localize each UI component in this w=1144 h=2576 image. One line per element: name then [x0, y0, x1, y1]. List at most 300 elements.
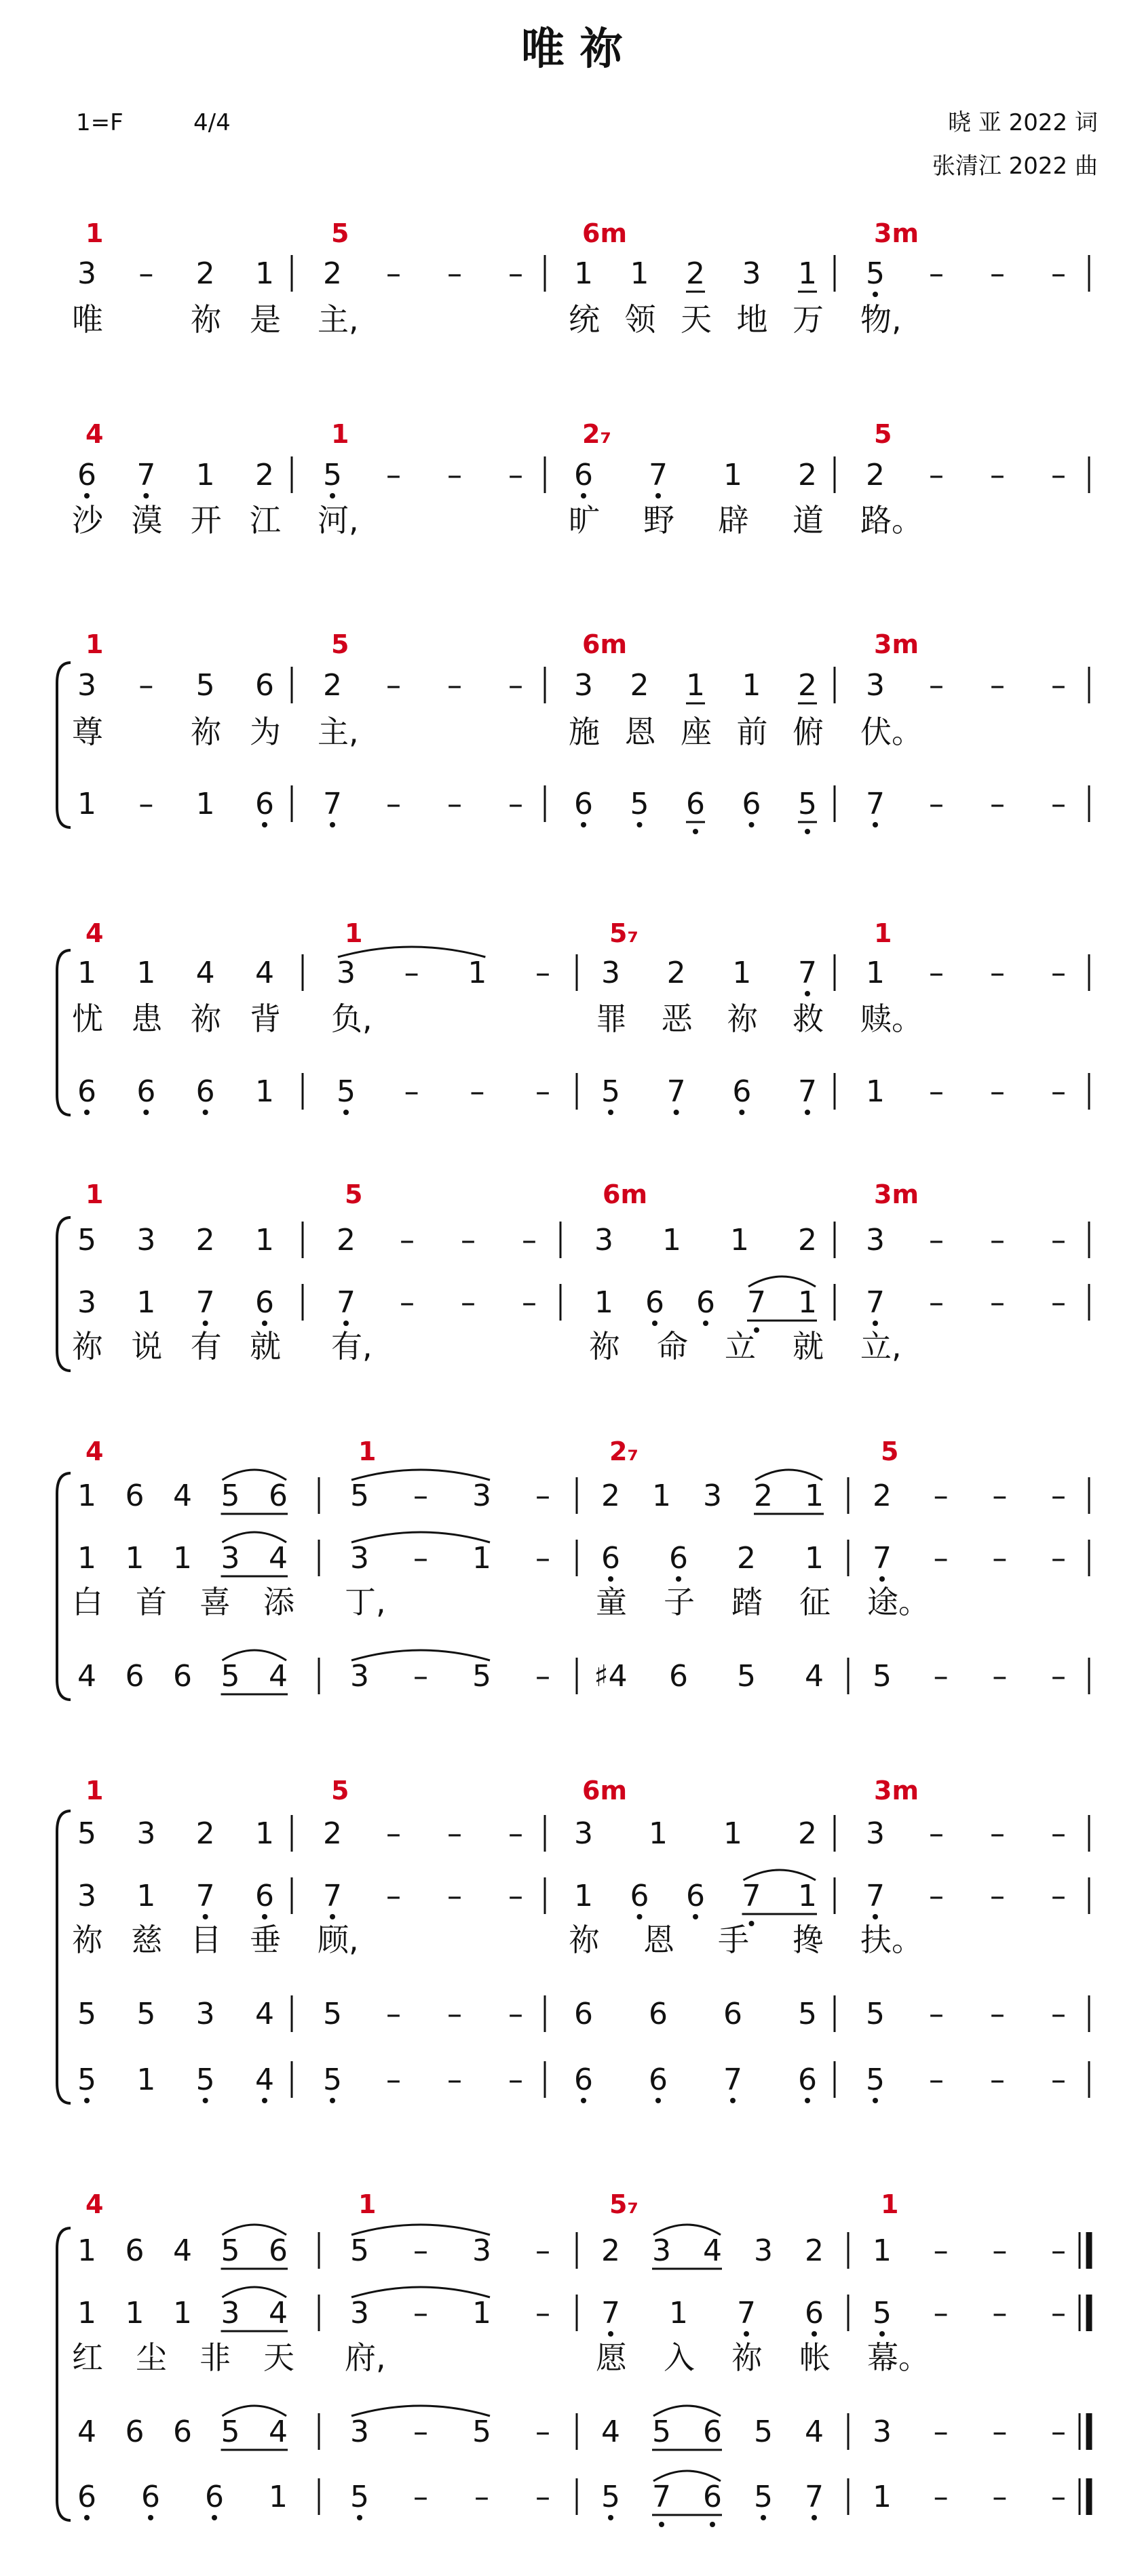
octave-dot-below — [581, 493, 586, 499]
extension-dash: – — [929, 1879, 944, 1913]
note-numeral: 3 — [472, 2233, 491, 2268]
chord-symbol: 5₇ — [609, 918, 639, 948]
lyric-syllable: 红 — [72, 2339, 103, 2376]
note-numeral: 7 — [798, 956, 817, 990]
octave-dot-below — [676, 1576, 681, 1582]
chord-symbol: 2₇ — [582, 419, 612, 449]
note-numeral: 4 — [269, 1541, 288, 1576]
note-numeral: 3 — [866, 1223, 885, 1257]
note-numeral: 7 — [666, 1074, 686, 1109]
extension-dash: – — [990, 2063, 1005, 2097]
note-numeral: 3 — [77, 1879, 96, 1913]
extension-dash: – — [535, 1074, 550, 1109]
octave-dot-below — [212, 2515, 217, 2520]
chord-symbol: 1 — [358, 2189, 377, 2219]
note-numeral: 6 — [703, 2480, 722, 2514]
lyric-syllable: 帐 — [799, 2339, 831, 2376]
octave-dot-below — [655, 493, 661, 499]
octave-dot-below — [637, 1914, 643, 1919]
note-numeral: 2 — [866, 458, 885, 492]
note-numeral: 2 — [323, 256, 342, 291]
note-numeral: 2 — [873, 1479, 892, 1513]
octave-dot-below — [703, 1321, 708, 1326]
note-numeral: 2 — [195, 256, 215, 291]
extension-dash: – — [933, 1659, 949, 1694]
note-numeral: 6 — [136, 1074, 156, 1109]
extension-dash: – — [447, 787, 462, 821]
lyric-syllable: 手 — [718, 1921, 749, 1958]
extension-dash: – — [447, 256, 462, 291]
chord-symbol: 6m — [603, 1179, 648, 1209]
extension-dash: – — [413, 2233, 428, 2268]
extension-dash: – — [1051, 956, 1066, 990]
octave-dot-below — [84, 493, 90, 499]
lyric-syllable: 尊 — [72, 714, 103, 750]
octave-dot-below — [674, 1110, 679, 1115]
extension-dash: – — [447, 1879, 462, 1913]
note-numeral: 5 — [472, 1659, 491, 1694]
extension-dash: – — [992, 2480, 1008, 2514]
note-numeral: 6 — [574, 787, 593, 821]
note-numeral: 1 — [255, 1816, 274, 1851]
note-numeral: 7 — [649, 458, 668, 492]
lyric-syllable: 河, — [318, 502, 359, 539]
note-numeral: 5 — [77, 1223, 96, 1257]
note-numeral: 5 — [866, 1997, 885, 2031]
lyric-syllable: 入 — [664, 2339, 695, 2376]
octave-dot-below — [143, 493, 149, 499]
note-numeral: 6 — [574, 458, 593, 492]
note-numeral: 6 — [173, 2415, 192, 2449]
note-numeral: 5 — [337, 1074, 356, 1109]
note-numeral: 7 — [323, 1879, 342, 1913]
lyric-syllable: 征 — [799, 1584, 831, 1620]
lyric-syllable: 恩 — [643, 1921, 674, 1958]
octave-dot-below — [873, 1914, 878, 1919]
octave-dot-below — [148, 2515, 153, 2520]
octave-dot-below — [143, 1110, 149, 1115]
note-numeral: 2 — [601, 1479, 620, 1513]
extension-dash: – — [413, 2415, 428, 2449]
note-numeral: 5 — [221, 1659, 240, 1694]
chord-symbol: 1 — [345, 918, 363, 948]
lyric-syllable: 是 — [250, 301, 281, 338]
note-numeral: 6 — [645, 1285, 664, 1320]
extension-dash: – — [1051, 1074, 1066, 1109]
lyric-syllable: 祢 — [589, 1328, 620, 1365]
note-numeral: 7 — [742, 1879, 761, 1913]
extension-dash: – — [508, 1816, 523, 1851]
lyric-syllable: 祢 — [72, 1328, 103, 1365]
chord-symbol: 5 — [331, 1776, 349, 1806]
lyricist-credit: 晓 亚 2022 词 — [948, 109, 1098, 136]
lyric-syllable: 统 — [569, 301, 600, 338]
extension-dash: – — [929, 1816, 944, 1851]
note-numeral: 4 — [173, 2233, 192, 2268]
note-numeral: 6 — [723, 1997, 742, 2031]
chord-symbol: 6m — [582, 1776, 628, 1806]
octave-dot-below — [805, 1110, 810, 1115]
note-numeral: 6 — [669, 1659, 688, 1694]
note-numeral: 6 — [696, 1285, 715, 1320]
lyric-syllable: 府, — [345, 2339, 386, 2376]
extension-dash: – — [929, 256, 944, 291]
extension-dash: – — [933, 1479, 949, 1513]
octave-dot-below — [637, 822, 643, 827]
note-numeral: 5 — [195, 2063, 215, 2097]
note-numeral: 3 — [472, 1479, 491, 1513]
note-numeral: 6 — [255, 668, 274, 703]
extension-dash: – — [990, 1997, 1005, 2031]
extension-dash: – — [447, 1816, 462, 1851]
extension-dash: – — [413, 2480, 428, 2514]
octave-dot-below — [873, 822, 878, 827]
note-numeral: 2 — [798, 668, 817, 703]
extension-dash: – — [1051, 1659, 1066, 1694]
note-numeral: 1 — [195, 787, 215, 821]
chord-symbol: 6m — [582, 629, 628, 659]
note-numeral: 1 — [125, 1541, 145, 1576]
extension-dash: – — [992, 1479, 1008, 1513]
song-title: 唯 祢 — [520, 24, 624, 75]
octave-dot-below — [84, 1110, 90, 1115]
chord-symbol: 4 — [85, 2189, 104, 2219]
octave-dot-below — [608, 2515, 613, 2520]
note-numeral: 1 — [77, 1479, 96, 1513]
note-numeral: 7 — [601, 2296, 620, 2330]
extension-dash: – — [470, 1074, 485, 1109]
chord-symbol: 4 — [85, 1437, 104, 1466]
note-numeral: 1 — [730, 1223, 749, 1257]
note-numeral: ♯4 — [594, 1659, 628, 1694]
extension-dash: – — [929, 1074, 944, 1109]
chord-symbol: 1 — [85, 218, 104, 248]
extension-dash: – — [929, 458, 944, 492]
note-numeral: 1 — [723, 458, 742, 492]
note-numeral: 7 — [195, 1879, 215, 1913]
octave-dot-below — [739, 1110, 744, 1115]
octave-dot-below — [262, 1321, 267, 1326]
chord-symbol: 5 — [345, 1179, 363, 1209]
chord-symbol: 3m — [874, 629, 919, 659]
note-numeral: 1 — [77, 2296, 96, 2330]
note-numeral: 5 — [737, 1659, 756, 1694]
octave-dot-below — [812, 2331, 817, 2337]
lyric-syllable: 扶。 — [860, 1921, 923, 1958]
note-numeral: 5 — [350, 1479, 369, 1513]
chord-symbol: 5 — [331, 629, 349, 659]
note-numeral: 4 — [805, 2415, 824, 2449]
note-numeral: 1 — [77, 1541, 96, 1576]
note-numeral: 2 — [805, 2233, 824, 2268]
note-numeral: 3 — [195, 1997, 215, 2031]
note-numeral: 2 — [666, 956, 686, 990]
note-numeral: 7 — [723, 2063, 742, 2097]
note-numeral: 7 — [737, 2296, 756, 2330]
extension-dash: – — [929, 956, 944, 990]
extension-dash: – — [535, 1659, 550, 1694]
chord-symbol: 1 — [358, 1437, 377, 1466]
extension-dash: – — [1051, 2063, 1066, 2097]
note-numeral: 5 — [866, 256, 885, 291]
note-numeral: 5 — [601, 2480, 620, 2514]
chord-symbol: 2₇ — [609, 1437, 639, 1466]
note-numeral: 2 — [323, 1816, 342, 1851]
note-numeral: 1 — [798, 1879, 817, 1913]
extension-dash: – — [474, 2480, 489, 2514]
note-numeral: 6 — [255, 1285, 274, 1320]
note-numeral: 1 — [77, 787, 96, 821]
lyric-syllable: 万 — [793, 301, 824, 338]
chord-symbol: 4 — [85, 419, 104, 449]
note-numeral: 6 — [125, 2415, 145, 2449]
note-numeral: 3 — [77, 256, 96, 291]
note-numeral: 7 — [652, 2480, 671, 2514]
note-numeral: 1 — [255, 256, 274, 291]
lyric-syllable: 江 — [250, 502, 281, 539]
extension-dash: – — [1051, 1223, 1066, 1257]
extension-dash: – — [535, 2233, 550, 2268]
extension-dash: – — [447, 668, 462, 703]
note-numeral: 6 — [574, 2063, 593, 2097]
lyric-syllable: 背 — [250, 1000, 281, 1037]
note-numeral: 4 — [195, 956, 215, 990]
extension-dash: – — [447, 2063, 462, 2097]
lyric-syllable: 座 — [681, 714, 712, 750]
note-numeral: 4 — [805, 1659, 824, 1694]
note-numeral: 1 — [125, 2296, 145, 2330]
note-numeral: 1 — [649, 1816, 668, 1851]
extension-dash: – — [535, 2296, 550, 2330]
note-numeral: 5 — [798, 1997, 817, 2031]
lyric-syllable: 漠 — [131, 502, 163, 539]
note-numeral: 4 — [269, 1659, 288, 1694]
note-numeral: 2 — [798, 458, 817, 492]
extension-dash: – — [1051, 2480, 1066, 2514]
note-numeral: 1 — [866, 1074, 885, 1109]
lyric-syllable: 患 — [131, 1000, 163, 1037]
note-numeral: 7 — [805, 2480, 824, 2514]
note-numeral: 1 — [77, 2233, 96, 2268]
octave-dot-below — [655, 2098, 661, 2103]
extension-dash: – — [386, 256, 401, 291]
note-numeral: 6 — [269, 2233, 288, 2268]
lyric-syllable: 负, — [331, 1000, 373, 1037]
note-numeral: 5 — [221, 1479, 240, 1513]
lyric-syllable: 尘 — [136, 2339, 167, 2376]
lyric-syllable: 天 — [263, 2339, 294, 2376]
note-numeral: 3 — [574, 1816, 593, 1851]
octave-dot-below — [343, 1321, 349, 1326]
lyric-syllable: 沙 — [72, 502, 103, 539]
extension-dash: – — [1051, 458, 1066, 492]
lyric-syllable: 领 — [624, 301, 656, 338]
note-numeral: 5 — [323, 1997, 342, 2031]
extension-dash: – — [929, 1285, 944, 1320]
note-numeral: 2 — [195, 1816, 215, 1851]
note-numeral: 3 — [601, 956, 620, 990]
note-numeral: 6 — [173, 1659, 192, 1694]
extension-dash: – — [404, 956, 419, 990]
extension-dash: – — [933, 2415, 949, 2449]
note-numeral: 1 — [630, 256, 649, 291]
note-numeral: 6 — [77, 458, 96, 492]
note-numeral: 6 — [125, 1479, 145, 1513]
chord-symbol: 3m — [874, 1179, 919, 1209]
note-numeral: 5 — [873, 1659, 892, 1694]
note-numeral: 3 — [652, 2233, 671, 2268]
note-numeral: 1 — [468, 956, 487, 990]
time-signature: 4/4 — [193, 109, 231, 136]
extension-dash: – — [400, 1223, 415, 1257]
note-numeral: 6 — [669, 1541, 688, 1576]
extension-dash: – — [138, 668, 154, 703]
extension-dash: – — [1051, 2233, 1066, 2268]
octave-dot-below — [262, 2098, 267, 2103]
extension-dash: – — [990, 1223, 1005, 1257]
octave-dot-below — [262, 822, 267, 827]
note-numeral: 3 — [742, 256, 761, 291]
chord-symbol: 3m — [874, 1776, 919, 1806]
chord-symbol: 4 — [85, 918, 104, 948]
extension-dash: – — [929, 787, 944, 821]
extension-dash: – — [535, 1541, 550, 1576]
chord-symbol: 1 — [881, 2189, 899, 2219]
note-numeral: 1 — [594, 1285, 613, 1320]
extension-dash: – — [1051, 1479, 1066, 1513]
key-signature: 1=F — [76, 109, 123, 136]
note-numeral: 1 — [255, 1074, 274, 1109]
extension-dash: – — [1051, 1879, 1066, 1913]
extension-dash: – — [413, 1479, 428, 1513]
note-numeral: 5 — [601, 1074, 620, 1109]
extension-dash: – — [933, 2480, 949, 2514]
octave-dot-below — [357, 2515, 362, 2520]
note-numeral: 6 — [649, 2063, 668, 2097]
note-numeral: 7 — [873, 1541, 892, 1576]
extension-dash: – — [933, 2233, 949, 2268]
note-numeral: 7 — [798, 1074, 817, 1109]
extension-dash: – — [535, 1479, 550, 1513]
note-numeral: 1 — [195, 458, 215, 492]
note-numeral: 1 — [873, 2233, 892, 2268]
note-numeral: 3 — [866, 668, 885, 703]
extension-dash: – — [1051, 1816, 1066, 1851]
lyric-syllable: 立, — [860, 1328, 902, 1365]
lyric-syllable: 唯 — [72, 301, 103, 338]
note-numeral: 7 — [195, 1285, 215, 1320]
note-numeral: 1 — [662, 1223, 681, 1257]
note-numeral: 6 — [141, 2480, 160, 2514]
note-numeral: 1 — [686, 668, 705, 703]
note-numeral: 3 — [574, 668, 593, 703]
extension-dash: – — [535, 2415, 550, 2449]
extension-dash: – — [535, 956, 550, 990]
octave-dot-below — [749, 1921, 755, 1926]
octave-dot-below — [873, 2098, 878, 2103]
lyric-syllable: 祢 — [190, 301, 222, 338]
note-numeral: 5 — [472, 2415, 491, 2449]
octave-dot-below — [330, 1914, 335, 1919]
note-numeral: 5 — [754, 2480, 773, 2514]
note-numeral: 5 — [221, 2233, 240, 2268]
chord-symbol: 5₇ — [609, 2189, 639, 2219]
note-numeral: 1 — [472, 1541, 491, 1576]
note-numeral: 1 — [873, 2480, 892, 2514]
extension-dash: – — [413, 1541, 428, 1576]
note-numeral: 5 — [754, 2415, 773, 2449]
extension-dash: – — [508, 1997, 523, 2031]
lyric-syllable: 施 — [569, 714, 600, 750]
lyric-syllable: 祢 — [190, 714, 222, 750]
extension-dash: – — [461, 1285, 476, 1320]
note-numeral: 4 — [601, 2415, 620, 2449]
extension-dash: – — [413, 2296, 428, 2330]
extension-dash: – — [1051, 1285, 1066, 1320]
octave-dot-below — [608, 1576, 613, 1582]
note-numeral: 6 — [125, 1659, 145, 1694]
lyric-syllable: 踏 — [731, 1584, 763, 1620]
chord-symbol: 1 — [85, 629, 104, 659]
lyric-syllable: 首 — [136, 1584, 167, 1620]
extension-dash: – — [386, 458, 401, 492]
extension-dash: – — [933, 2296, 949, 2330]
extension-dash: – — [929, 1223, 944, 1257]
note-numeral: 3 — [221, 1541, 240, 1576]
octave-dot-below — [693, 1914, 698, 1919]
note-numeral: 6 — [255, 1879, 274, 1913]
extension-dash: – — [990, 1285, 1005, 1320]
octave-dot-below — [659, 2522, 664, 2527]
lyric-syllable: 主, — [318, 301, 359, 338]
lyric-syllable: 幕。 — [867, 2339, 930, 2376]
lyric-syllable: 搀 — [793, 1921, 824, 1958]
note-numeral: 4 — [255, 2063, 274, 2097]
lyric-syllable: 垂 — [250, 1921, 281, 1958]
lyric-syllable: 主, — [318, 714, 359, 750]
lyric-syllable: 忧 — [72, 1000, 103, 1037]
note-numeral: 2 — [798, 1223, 817, 1257]
lyric-syllable: 就 — [250, 1328, 281, 1365]
lyric-syllable: 有 — [190, 1328, 222, 1365]
note-numeral: 6 — [805, 2296, 824, 2330]
lyric-syllable: 就 — [793, 1328, 824, 1365]
note-numeral: 7 — [337, 1285, 356, 1320]
octave-dot-below — [730, 2098, 736, 2103]
lyric-syllable: 丁, — [345, 1584, 386, 1620]
lyric-syllable: 地 — [736, 301, 768, 338]
extension-dash: – — [386, 1997, 401, 2031]
note-numeral: 5 — [221, 2415, 240, 2449]
lyric-syllable: 路。 — [860, 502, 923, 539]
octave-dot-below — [805, 991, 810, 996]
note-numeral: 5 — [136, 1997, 156, 2031]
note-numeral: 4 — [255, 1997, 274, 2031]
chord-symbol: 1 — [331, 419, 349, 449]
lyric-syllable: 恩 — [624, 714, 656, 750]
extension-dash: – — [386, 668, 401, 703]
note-numeral: 3 — [350, 1659, 369, 1694]
note-numeral: 2 — [798, 1816, 817, 1851]
note-numeral: 1 — [866, 956, 885, 990]
note-numeral: 3 — [350, 2415, 369, 2449]
lyric-syllable: 伏。 — [860, 714, 923, 750]
lyric-syllable: 野 — [643, 502, 674, 539]
note-numeral: 4 — [703, 2233, 722, 2268]
note-numeral: 6 — [77, 1074, 96, 1109]
note-numeral: 5 — [350, 2233, 369, 2268]
note-numeral: 6 — [686, 787, 705, 821]
